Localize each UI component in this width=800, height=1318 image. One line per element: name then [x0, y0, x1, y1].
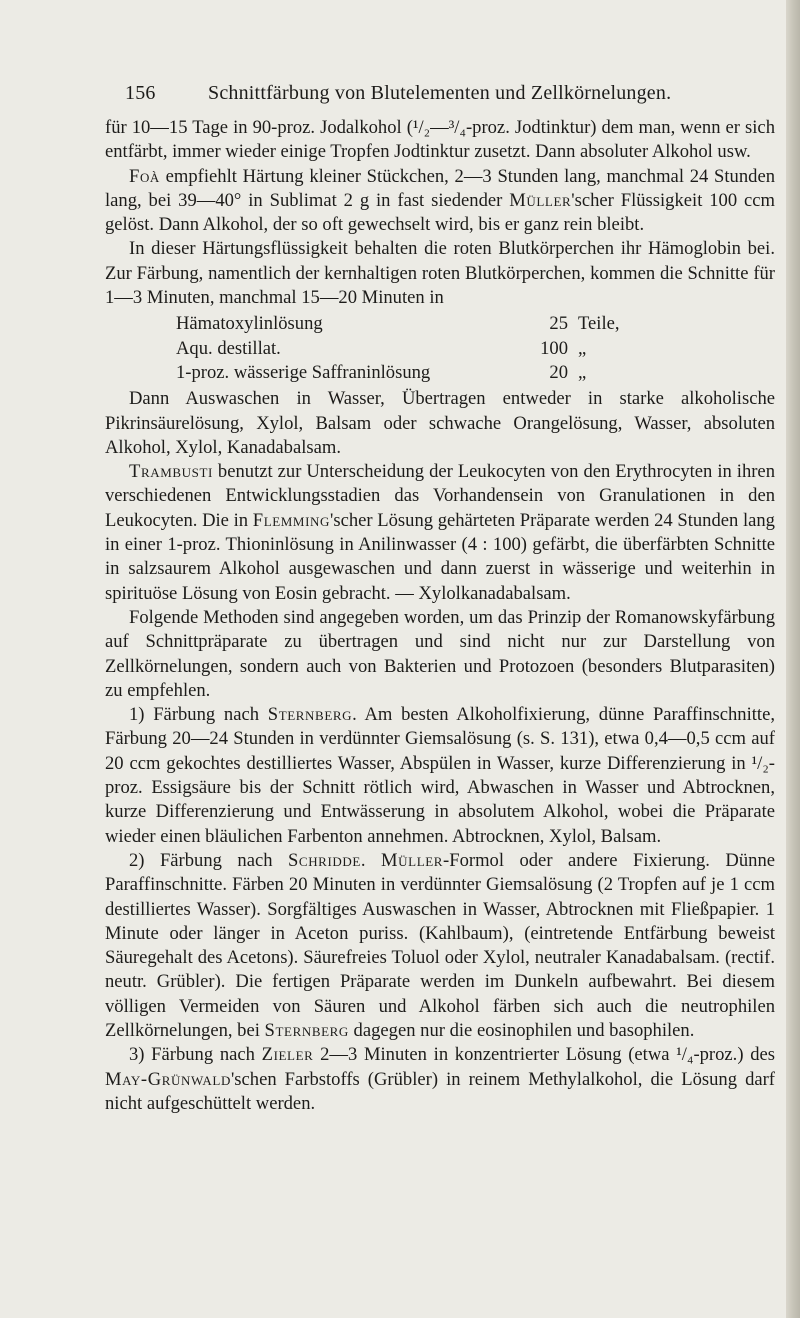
author-name: Sternberg [264, 1019, 349, 1041]
recipe-unit: „ [578, 337, 587, 359]
recipe-amount: 25 [549, 313, 568, 335]
recipe-unit: „ [578, 361, 587, 383]
author-name: Müller [509, 189, 572, 211]
author-name: Zieler [261, 1044, 314, 1066]
recipe-table [176, 312, 634, 385]
paragraph-text: -Formol oder andere Fixierung. Dünne Paraffinschnitte. Färben 20 Minuten in verdünnter Giemsalösung (2 Tropfen auf je 1 ccm destilliertes Wasser). Sorgfältiges Auswaschen in Wasser, Abtrocknen mit Fließpapier. 1 Minute oder länger in Aceton puriss. (Kahlbaum), (eintretende Entfärbung beweist Säuregehalt des Acetons). Säurefreies Toluol oder Xylol, neutraler Kanadabalsam. (rectif. neutr. Grübler). Die fertigen Präparate werden im Dunkeln aufbewahrt. Bei diesem völligen Vermeiden von Säuren und Alkohol färben sich auch die neutrophilen Zellkörnelungen, bei [105, 849, 775, 1041]
paragraph-9 [105, 1043, 775, 1116]
author-name: May-Grünwald [105, 1068, 231, 1090]
author-name: Sternberg [267, 704, 353, 726]
paragraph-2 [105, 165, 775, 238]
paragraph-4: Dann Auswaschen in Wasser, Übertragen entweder in starke alkoholische Pikrinsäurelösung, Xylol, Balsam oder schwache Orangelösung, Wasser, absoluten Alkohol, Xylol, Kanadabalsam. [105, 388, 775, 458]
page-number: 156 [125, 82, 156, 104]
page-header [0, 76, 800, 110]
paragraph-text: 2) Färbung nach [129, 849, 288, 871]
paragraph-text: 'scher Lösung gehärteten Präparate werden 24 Stunden lang in einer 1-proz. Thioninlösung in Anilinwasser (4 : 100) gefärbt, die überfärbten Schnitte in salzsaurem Alkohol ausgewaschen und dann zuerst in wässerige und weiterhin in spirituöse Lösung von Eosin gebracht. — Xylolkanadabalsam. [105, 509, 775, 604]
paragraph-3: In dieser Härtungsflüssigkeit behalten die roten Blutkörperchen ihr Hämoglobin bei. Zur Färbung, namentlich der kernhaltigen roten Blutkörperchen, kommen die Schnitte für 1—3 Minuten, manchmal 15—20 Minuten in [105, 238, 775, 309]
recipe-row [176, 312, 634, 336]
recipe-ingredient: Aqu. destillat. [176, 337, 281, 359]
recipe-row [176, 361, 634, 385]
author-name: Schridde [287, 849, 361, 871]
paragraph-8 [105, 849, 775, 1043]
paragraph-text: 3) Färbung nach [129, 1044, 262, 1066]
recipe-amount: 100 [540, 337, 568, 359]
paragraph-text: benutzt zur Unterscheidung der Leukocyten von den Erythrocyten in ihren verschiedenen Entwicklungsstadien das Vorhandensein von Granulationen in den Leukocyten. Die in [105, 461, 775, 531]
paragraph-7 [105, 703, 775, 849]
paragraph-text: 2—3 Minuten in konzentrierter Lösung (etwa ¹/₄-proz.) des [313, 1044, 775, 1066]
body-text [105, 116, 775, 1116]
paragraph-text: 'schen Farbstoffs (Grübler) in reinem Methylalkohol, die Lösung darf nicht aufgeschüttelt werden. [105, 1068, 775, 1114]
paragraph-text: . [360, 849, 382, 871]
paragraph-text: 1) Färbung nach [129, 704, 268, 726]
author-name: Flemming [252, 509, 330, 531]
paragraph-text: dagegen nur die eosinophilen und basophilen. [348, 1019, 695, 1041]
paragraph-6: Folgende Methoden sind angegeben worden, um das Prinzip der Romanowskyfärbung auf Schnittpräparate zu übertragen und sind nicht nur zur Darstellung von Zellkörnelungen, sondern auch von Bakterien und Protozoen (besonders Blutparasiten) zu empfehlen. [105, 606, 775, 701]
paragraph-text: 'scher Flüssigkeit 100 ccm gelöst. Dann Alkohol, der so oft gewechselt wird, bis er ganz rein bleibt. [105, 189, 775, 236]
recipe-ingredient: 1-proz. wässerige Saffraninlösung [176, 361, 431, 383]
author-name: Trambusti [129, 461, 213, 483]
paragraph-text: empfiehlt Härtung kleiner Stückchen, 2—3 Stunden lang, manchmal 24 Stunden lang, bei 39—40° in Sublimat 2 g in fast siedender [105, 165, 775, 211]
paragraph-5 [105, 460, 775, 606]
recipe-amount: 20 [549, 361, 568, 383]
recipe-unit: Teile, [578, 313, 620, 335]
paragraph-1: für 10—15 Tage in 90-proz. Jodalkohol (¹/₂—³/₄-proz. Jodtinktur) dem man, wenn er sich entfärbt, immer wieder einige Tropfen Jodtinktur zusetzt. Dann absoluter Alkohol usw. [105, 117, 775, 163]
page-edge [786, 0, 800, 1318]
recipe-row [176, 337, 634, 361]
recipe-ingredient: Hämatoxylinlösung [176, 313, 323, 335]
paragraph-text: . Am besten Alkoholfixierung, dünne Paraffinschnitte, Färbung 20—24 Stunden in verdünnter Giemsalösung (s. S. 131), etwa 0,4—0,5 ccm auf 20 ccm gekochtes destilliertes Wasser, Abspülen in Wasser, kurze Differenzierung in ¹/₂-proz. Essigsäure bis der Schnitt rötlich wird, Abwaschen in Wasser und Abtrocknen, kurze Differenzierung und Entwässerung in absolutem Alkohol, wobei die Präparate wieder einen bläulichen Farbenton annehmen. Abtrocknen, Xylol, Balsam. [105, 704, 775, 847]
author-name: Foà [129, 165, 160, 187]
author-name: Müller [381, 849, 444, 871]
running-title: Schnittfärbung von Blutelementen und Zellkörnelungen. [208, 82, 672, 104]
